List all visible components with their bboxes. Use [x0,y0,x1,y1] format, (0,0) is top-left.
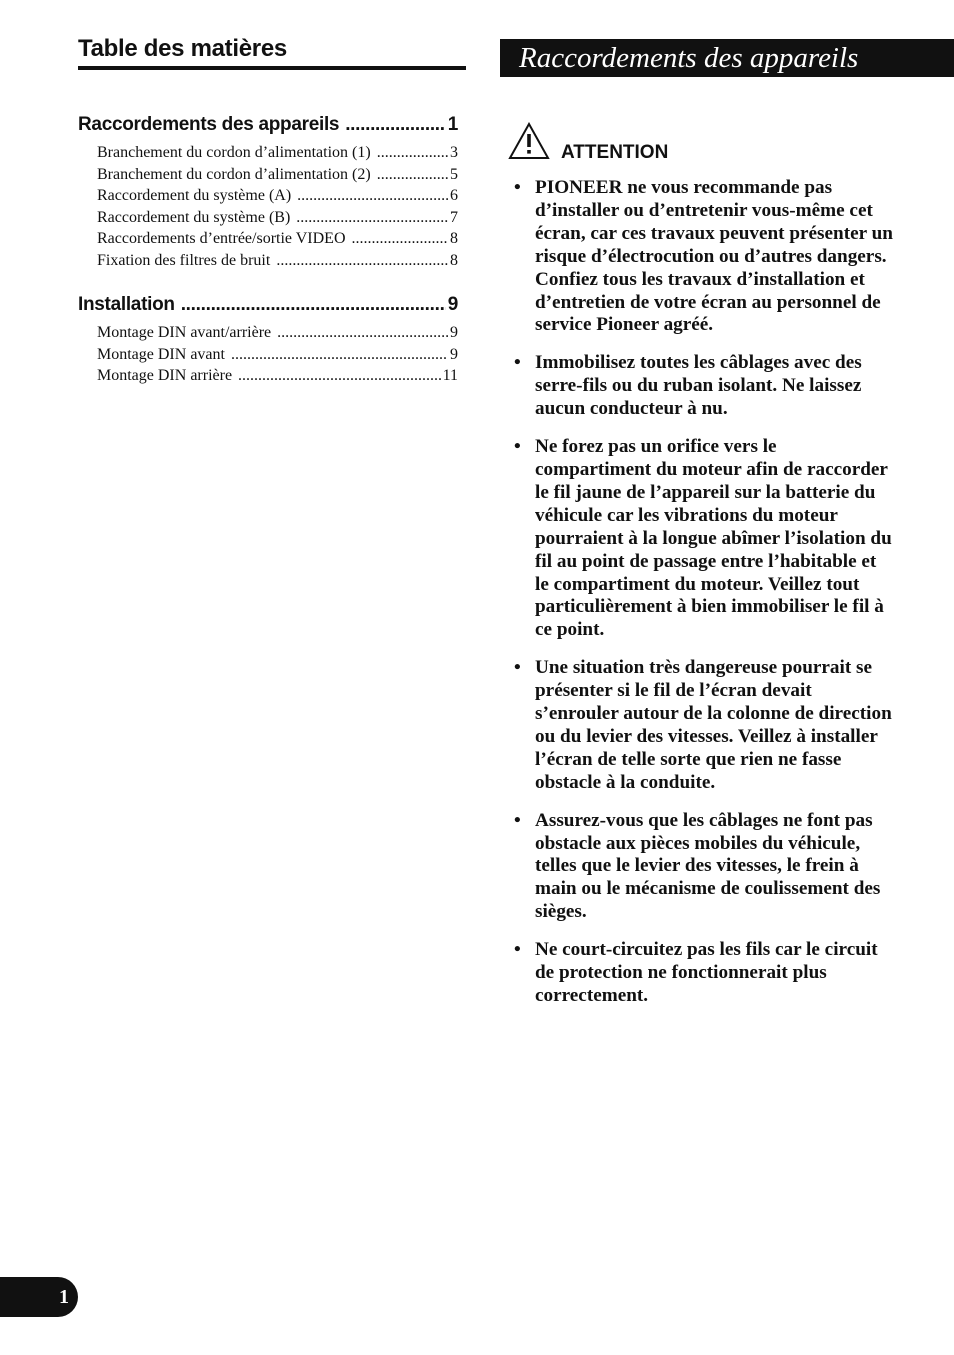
toc-item-label: Raccordement du système (A) [97,187,292,205]
toc-item-page: 11 [442,367,458,385]
warning-list [514,177,894,1023]
toc-title: Table des matières [78,34,466,70]
section-title-banner: Raccordements des appareils [500,39,954,77]
toc-heading[interactable] [78,293,458,317]
toc-item[interactable] [97,344,458,366]
bullet-symbol: • [514,657,521,679]
page-number: 1 [59,1286,69,1308]
attention-label: ATTENTION [561,142,669,163]
toc-item-page: 3 [450,144,458,161]
bullet-symbol: • [514,809,521,831]
toc-heading-page: 1 [447,114,458,135]
toc-item[interactable] [97,250,458,272]
toc-item-label: Branchement du cordon d’alimentation (1) [97,144,371,161]
bullet-symbol: • [514,177,521,198]
toc-leader-dots [231,344,448,366]
list-item-text: Une situation très dangereuse pourrait se présenter si le fil de l’écran devait s’enrouler autour de la colonne de direction ou du levier des vitesses. Veillez à installer l’écran de telle sorte que rien ne fasse obstacle à la conduite. [535,657,892,793]
toc-section-connections [78,113,458,272]
toc-item-page: 5 [450,165,458,183]
toc-heading-page: 9 [447,294,458,315]
bullet-symbol: • [514,436,521,458]
toc-leader-dots [345,113,446,137]
page-number-tab [0,1277,78,1317]
toc-leader-dots [296,207,448,229]
toc-item-label: Raccordement du système (B) [97,208,291,226]
list-item-text: PIONEER ne vous recommande pas d’installer ou d’entretenir vous-même cet écran, car ces travaux peuvent présenter un risque d’électrocution ou d’autres dangers. Confiez tous les travaux d’installation et d’entretien de votre écran au personnel de service Pioneer agréé. [535,177,893,336]
toc-heading-label: Raccordements des appareils [78,114,340,135]
toc-heading-label: Installation [78,294,175,315]
list-item [514,939,894,1008]
toc-item-label: Fixation des filtres de bruit [97,251,271,269]
toc-item-page: 8 [450,251,458,269]
list-item [514,352,894,421]
toc-item-page: 7 [450,208,458,226]
bullet-symbol: • [514,939,521,961]
toc-leader-dots [181,293,446,317]
toc-leader-dots [297,185,448,207]
list-item-text: Assurez-vous que les câblages ne font pas obstacle aux pièces mobiles du véhicule, telles que le levier des vitesses, le frein à main ou le mécanisme de coulissement des sièges. [535,809,881,923]
toc-item[interactable] [97,365,458,387]
toc-item[interactable] [97,164,458,186]
toc-item[interactable] [97,142,458,164]
warning-triangle-icon [508,122,550,160]
toc-item-label: Montage DIN avant/arrière [97,324,272,341]
toc-section-installation [78,293,458,387]
list-item-text: Ne forez pas un orifice vers le compartiment du moteur afin de raccorder le fil jaune de l’appareil sur la batterie du véhicule car les vibrations du moteur pourraient à la longue abîmer l’isolation du fil au point de passage entre l’habitable et le compartiment du moteur. Veillez tout particulièrement à bien immobiliser le fil à ce point. [535,436,892,641]
list-item [514,177,894,337]
list-item-text: Immobilisez toutes les câblages avec des serre-fils ou du ruban isolant. Ne laissez aucun conducteur à nu. [535,352,862,420]
bullet-symbol: • [514,352,521,374]
toc-leader-dots [238,365,441,387]
toc-leader-dots [352,228,449,250]
toc-leader-dots [377,164,448,186]
toc-item-label: Montage DIN arrière [97,367,233,385]
list-item [514,657,894,794]
list-item [514,436,894,642]
toc-item[interactable] [97,185,458,207]
toc-item-page: 9 [450,345,458,363]
list-item [514,810,894,925]
list-item-text: Ne court-circuitez pas les fils car le circuit de protection ne fonctionnerait plus correctement. [535,939,878,1006]
attention-header [508,122,669,163]
toc-heading[interactable] [78,113,458,137]
toc-leader-dots [277,322,448,344]
toc-item-page: 6 [450,187,458,205]
toc-leader-dots [377,142,448,164]
toc-leader-dots [276,250,448,272]
toc-item[interactable] [97,207,458,229]
toc-item-page: 9 [450,324,458,341]
toc-item-page: 8 [450,230,458,248]
toc-item-label: Branchement du cordon d’alimentation (2) [97,165,371,183]
toc-item[interactable] [97,228,458,250]
toc-item-label: Raccordements d’entrée/sortie VIDEO [97,230,346,248]
toc-item[interactable] [97,322,458,344]
toc-item-label: Montage DIN avant [97,345,225,363]
